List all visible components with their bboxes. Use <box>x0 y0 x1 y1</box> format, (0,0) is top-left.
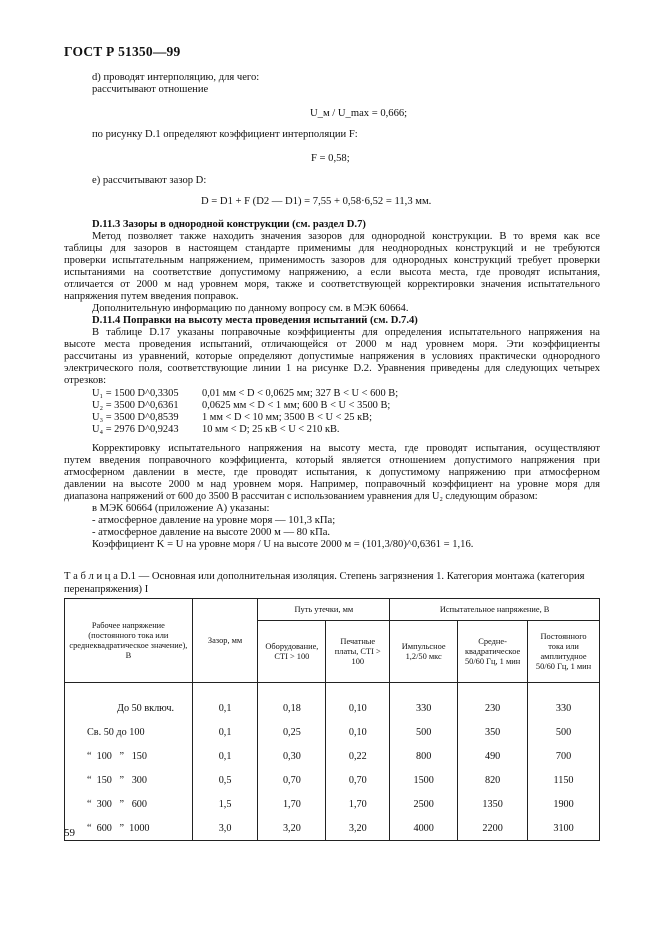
corr-line-1: путем введения поправочного коэффициента, который является отношением допустимого напряжения при <box>64 455 600 466</box>
row-creepage-equipment: 0,25 <box>258 715 326 739</box>
range-u2: 0,0625 мм < D < 1 мм; 600 В < U < 3500 В; <box>202 400 391 411</box>
row-voltage: “ 300 ” 600 <box>65 787 193 811</box>
equation-u1: U₁ = 1500 D^0,3305 <box>92 388 179 399</box>
col-impulse: Импульсное 1,2/50 мкс <box>390 621 458 683</box>
equation-u2: U₂ = 3500 D^0,6361 <box>92 400 179 411</box>
step-d-intro: d) проводят интерполяцию, для чего: <box>92 72 260 83</box>
row-creepage-pcb: 3,20 <box>326 811 390 841</box>
row-clearance: 0,5 <box>192 763 258 787</box>
table-row <box>65 787 600 811</box>
row-dc: 500 <box>528 715 600 739</box>
s1114-line-2: рассчитаны из уравнений, которые определяют допустимые напряжения в условиях практически однородного <box>64 351 600 362</box>
row-rms: 1350 <box>458 787 528 811</box>
d-formula: D = D1 + F (D2 — D1) = 7,55 + 0,58·6,52 = 11,3 мм. <box>201 196 432 207</box>
insulation-table <box>64 598 600 841</box>
range-u1: 0,01 мм < D < 0,0625 мм; 327 В < U < 600 В; <box>202 388 399 399</box>
s1113-line-2: проверки испытательным напряжением, применимость зазоров для однородных конструкций требует проверки <box>64 255 600 266</box>
col-creepage-equipment: Оборудование, СТI > 100 <box>258 621 326 683</box>
col-working-voltage: Рабочее напряжение (постоянного тока или среднеквадратическое значение), В <box>65 599 193 683</box>
row-clearance: 0,1 <box>192 739 258 763</box>
col-rms: Средне-квадратическое 50/60 Гц, 1 мин <box>458 621 528 683</box>
row-voltage: “ 600 ” 1000 <box>65 811 193 841</box>
s1114-line-0: В таблице D.17 указаны поправочные коэффициенты для определения испытательного напряжения на <box>92 327 600 338</box>
table-row <box>65 715 600 739</box>
row-creepage-pcb: 0,22 <box>326 739 390 763</box>
row-voltage: “ 150 ” 300 <box>65 763 193 787</box>
table-row <box>65 763 600 787</box>
row-voltage: “ 100 ” 150 <box>65 739 193 763</box>
col-clearance: Зазор, мм <box>192 599 258 683</box>
row-creepage-equipment: 0,30 <box>258 739 326 763</box>
bullet-sea-level: - атмосферное давление на уровне моря — 101,3 кПа; <box>92 515 336 526</box>
corr-line-2: атмосферном давлении в месте, где проводят испытания, к допустимому напряжению при атмосферном <box>64 467 600 478</box>
row-rms: 350 <box>458 715 528 739</box>
row-creepage-equipment: 0,70 <box>258 763 326 787</box>
page-number: 59 <box>64 827 75 839</box>
table-row <box>65 739 600 763</box>
col-creepage-group: Путь утечки, мм <box>258 599 390 621</box>
row-impulse: 800 <box>390 739 458 763</box>
standard-header: ГОСТ Р 51350—99 <box>64 44 181 59</box>
corr-last-line: диапазона напряжений от 600 до 3500 В рассчитан с использованием уравнения для U₂ следующим образом: <box>64 491 538 502</box>
row-clearance: 0,1 <box>192 715 258 739</box>
row-creepage-equipment: 3,20 <box>258 811 326 841</box>
corr-line-3: давлении на высоте 2000 м над уровнем моря. Например, поправочный коэффициент на уровне моря для <box>64 479 600 490</box>
row-dc: 700 <box>528 739 600 763</box>
s1113-last-line: напряжения путем введения поправок. <box>64 291 239 302</box>
row-clearance: 0,1 <box>192 683 258 716</box>
row-impulse: 500 <box>390 715 458 739</box>
row-creepage-pcb: 0,10 <box>326 715 390 739</box>
row-creepage-equipment: 0,18 <box>258 683 326 716</box>
table-caption: Т а б л и ц а D.1 — Основная или дополнительная изоляция. Степень загрязнения 1. Категория монтажа (категория перенапряжения) I <box>64 571 585 595</box>
s1113-line-1: таблицы для зазоров в настоящем стандарте применимы для неоднородных конструкций и не требуются <box>64 243 600 254</box>
equation-u4: U₄ = 2976 D^0,9243 <box>92 424 179 435</box>
row-dc: 330 <box>528 683 600 716</box>
s1113-line-4: отличается от 2000 м над уровнем моря, также и соответствующей корректировки значения испытательного <box>64 279 600 290</box>
s1114-line-3: электрического поля, соответствующие линии 1 на рисунке D.2. Уравнения приведены для следующих четырех <box>64 363 600 374</box>
iec-intro: в МЭК 60664 (приложение А) указаны: <box>92 503 270 514</box>
col-dc: Постоянного тока или амплитудное 50/60 Гц, 1 мин <box>528 621 600 683</box>
row-creepage-pcb: 1,70 <box>326 787 390 811</box>
coefficient-formula: Коэффициент K = U на уровне моря / U на высоте 2000 м = (101,3/80)^0,6361 = 1,16. <box>92 539 474 550</box>
s1113-line-0: Метод позволяет также находить значения зазоров для однородной конструкции. В то время как все <box>92 231 600 242</box>
row-rms: 230 <box>458 683 528 716</box>
row-voltage: До 50 включ. <box>65 683 193 716</box>
table-row <box>65 683 600 716</box>
f-formula: F = 0,58; <box>311 153 350 164</box>
bullet-altitude: - атмосферное давление на высоте 2000 м — 80 кПа. <box>92 527 331 538</box>
row-impulse: 2500 <box>390 787 458 811</box>
s1114-last-line: отрезков: <box>64 375 107 386</box>
row-clearance: 3,0 <box>192 811 258 841</box>
row-dc: 1900 <box>528 787 600 811</box>
row-dc: 3100 <box>528 811 600 841</box>
ratio-text: рассчитывают отношение <box>92 84 209 95</box>
section-d113-heading: D.11.3 Зазоры в однородной конструкции (см. раздел D.7) <box>92 219 366 230</box>
equation-u3: U₃ = 3500 D^0,8539 <box>92 412 179 423</box>
table-row <box>65 811 600 841</box>
row-creepage-pcb: 0,10 <box>326 683 390 716</box>
col-test-voltage-group: Испытательное напряжение, В <box>390 599 600 621</box>
step-e-text: e) рассчитывают зазор D: <box>92 175 207 186</box>
row-rms: 490 <box>458 739 528 763</box>
row-voltage: Св. 50 до 100 <box>65 715 193 739</box>
s1113-extra-info: Дополнительную информацию по данному вопросу см. в МЭК 60664. <box>92 303 409 314</box>
row-impulse: 1500 <box>390 763 458 787</box>
row-rms: 2200 <box>458 811 528 841</box>
ratio-formula: U_м / U_max = 0,666; <box>310 108 408 119</box>
s1114-line-1: высоте места проведения испытаний, отличающейся от 2000 м над уровнем моря. Эти коэффициенты <box>64 339 600 350</box>
row-impulse: 4000 <box>390 811 458 841</box>
section-d114-heading: D.11.4 Поправки на высоту места проведения испытаний (см. D.7.4) <box>92 315 418 326</box>
row-creepage-equipment: 1,70 <box>258 787 326 811</box>
col-creepage-pcb: Печатные платы, СТI > 100 <box>326 621 390 683</box>
range-u3: 1 мм < D < 10 мм; 3500 В < U < 25 кВ; <box>202 412 372 423</box>
row-rms: 820 <box>458 763 528 787</box>
range-u4: 10 мм < D; 25 кВ < U < 210 кВ. <box>202 424 340 435</box>
figure-reference-text: по рисунку D.1 определяют коэффициент интерполяции F: <box>92 129 358 140</box>
row-impulse: 330 <box>390 683 458 716</box>
s1113-line-3: испытаниями на соответствие допустимому напряжению, а если высота места, где проводят испытания, <box>64 267 600 278</box>
row-creepage-pcb: 0,70 <box>326 763 390 787</box>
row-clearance: 1,5 <box>192 787 258 811</box>
row-dc: 1150 <box>528 763 600 787</box>
corr-line-0: Корректировку испытательного напряжения на высоту места, где проводят испытания, осуществляют <box>92 443 600 454</box>
